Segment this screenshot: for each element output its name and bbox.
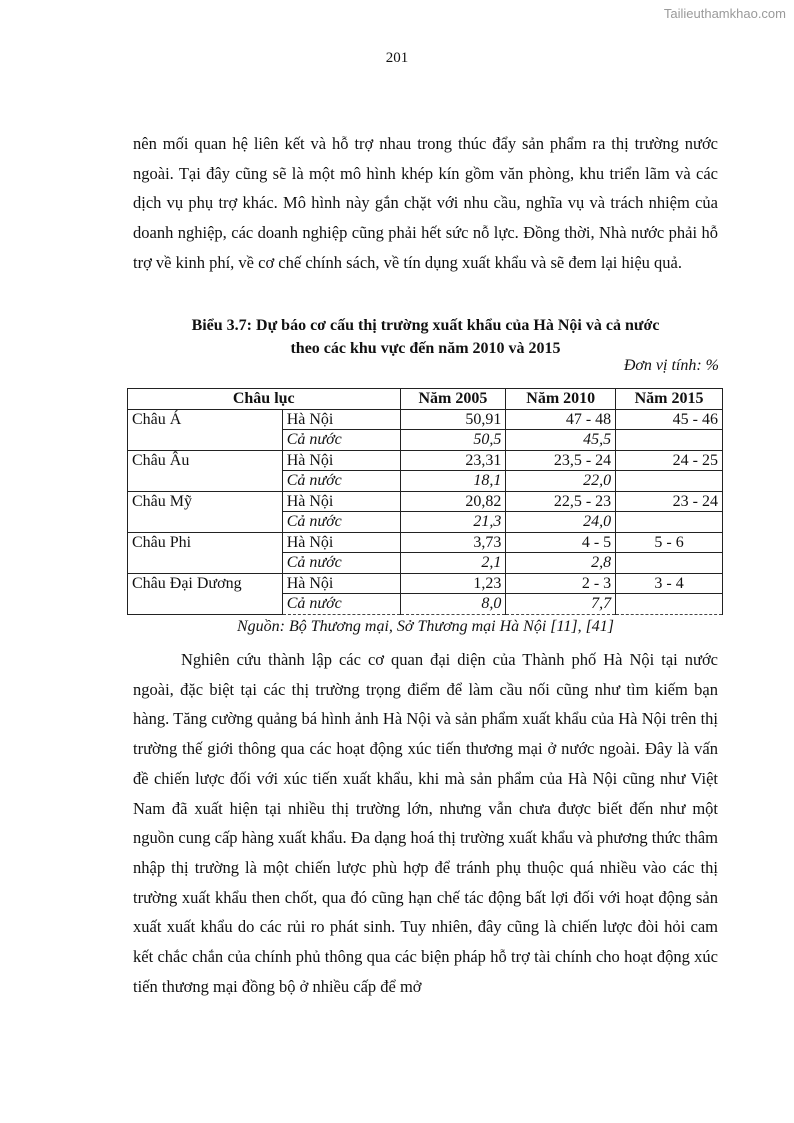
value-2005: 20,82 [400, 491, 506, 512]
header-2015: Năm 2015 [616, 389, 723, 410]
value-2015: 24 - 25 [616, 450, 723, 471]
value-2015 [616, 512, 723, 533]
value-2005: 1,23 [400, 573, 506, 594]
sub-label: Cả nước [282, 430, 400, 451]
forecast-table [127, 388, 723, 615]
header-2005: Năm 2005 [400, 389, 506, 410]
region-cell: Châu Á [128, 409, 283, 450]
table-row [128, 573, 723, 594]
sub-label: Cả nước [282, 512, 400, 533]
sub-label: Hà Nội [282, 409, 400, 430]
value-2005: 21,3 [400, 512, 506, 533]
table-row [128, 409, 723, 430]
page-number: 201 [385, 50, 409, 66]
value-2010: 22,5 - 23 [506, 491, 616, 512]
value-2010: 22,0 [506, 471, 616, 492]
header-2010: Năm 2010 [506, 389, 616, 410]
region-cell: Châu Phi [128, 532, 283, 573]
value-2010: 24,0 [506, 512, 616, 533]
value-2010: 23,5 - 24 [506, 450, 616, 471]
value-2005: 3,73 [400, 532, 506, 553]
value-2010: 45,5 [506, 430, 616, 451]
region-cell: Châu Mỹ [128, 491, 283, 532]
sub-label: Hà Nội [282, 573, 400, 594]
value-2015: 23 - 24 [616, 491, 723, 512]
value-2005: 18,1 [400, 471, 506, 492]
value-2005: 23,31 [400, 450, 506, 471]
value-2015 [616, 594, 723, 615]
table-header-row [128, 389, 723, 410]
unit-label: Đơn vị tính: % [623, 357, 719, 374]
chart-title [133, 314, 718, 360]
value-2010: 2 - 3 [506, 573, 616, 594]
value-2010: 7,7 [506, 594, 616, 615]
value-2005: 8,0 [400, 594, 506, 615]
sub-label: Hà Nội [282, 532, 400, 553]
value-2015 [616, 471, 723, 492]
value-2010: 4 - 5 [506, 532, 616, 553]
value-2005: 50,5 [400, 430, 506, 451]
value-2015 [616, 553, 723, 574]
chart-title-line-2: theo các khu vực đến năm 2010 và 2015 [290, 340, 561, 357]
paragraph-1: nên mối quan hệ liên kết và hỗ trợ nhau trong thúc đẩy sản phẩm ra thị trường nước ngoài. Tại đây cũng sẽ là một mô hình khép kín gồm văn phòng, khu triển lãm và các dịch vụ phụ trợ khác. Mô hình này gắn chặt với nhu cầu, nghĩa vụ và trách nhiệm của doanh nghiệp, các doanh nghiệp cũng phải hết sức nỗ lực. Đồng thời, Nhà nước phải hỗ trợ về kinh phí, về cơ chế chính sách, về tín dụng xuất khẩu và sẽ đem lại hiệu quả. [133, 134, 718, 272]
value-2015: 5 - 6 [616, 532, 723, 553]
value-2010: 2,8 [506, 553, 616, 574]
value-2005: 50,91 [400, 409, 506, 430]
region-cell: Châu Đại Dương [128, 573, 283, 614]
watermark: Tailieuthamkhao.com [663, 6, 786, 21]
source-note: Nguồn: Bộ Thương mại, Sở Thương mại Hà Nội [11], [41] [236, 618, 615, 635]
value-2005: 2,1 [400, 553, 506, 574]
sub-label: Hà Nội [282, 491, 400, 512]
value-2010: 47 - 48 [506, 409, 616, 430]
header-region: Châu lục [128, 389, 401, 410]
table-row [128, 491, 723, 512]
sub-label: Hà Nội [282, 450, 400, 471]
table-row [128, 450, 723, 471]
sub-label: Cả nước [282, 553, 400, 574]
value-2015 [616, 430, 723, 451]
value-2015: 45 - 46 [616, 409, 723, 430]
table-row [128, 532, 723, 553]
value-2015: 3 - 4 [616, 573, 723, 594]
chart-title-line-1: Biểu 3.7: Dự báo cơ cấu thị trường xuất khẩu của Hà Nội và cả nước [191, 317, 660, 334]
sub-label: Cả nước [282, 594, 400, 615]
paragraph-2: Nghiên cứu thành lập các cơ quan đại diện của Thành phố Hà Nội tại nước ngoài, đặc biệt tại các thị trường trọng điểm để làm cầu nối cũng như tìm kiếm bạn hàng. Tăng cường quảng bá hình ảnh Hà Nội và sản phẩm xuất khẩu của Hà Nội trên thị trường thế giới thông qua các hoạt động xúc tiến thương mại ở nước ngoài. Đây là vấn đề chiến lược đối với xúc tiến xuất khẩu, khi mà sản phẩm của Hà Nội cũng như Việt Nam đã xuất hiện tại nhiều thị trường lớn, nhưng vẫn chưa được biết đến như một nguồn cung cấp hàng xuất khẩu. Đa dạng hoá thị trường xuất khẩu và phương thức thâm nhập thị trường là một chiến lược phù hợp để tránh phụ thuộc quá nhiều vào các thị trường xuất khẩu then chốt, qua đó cũng hạn chế tác động bất lợi đối với hoạt động sản xuất xuất khẩu do các rủi ro phát sinh. Tuy nhiên, đây cũng là chiến lược đòi hỏi cam kết chắc chắn của chính phủ thông qua các biện pháp hỗ trợ tài chính cho hoạt động xúc tiến thương mại đồng bộ ở nhiều cấp để mở [133, 650, 718, 996]
sub-label: Cả nước [282, 471, 400, 492]
region-cell: Châu Âu [128, 450, 283, 491]
